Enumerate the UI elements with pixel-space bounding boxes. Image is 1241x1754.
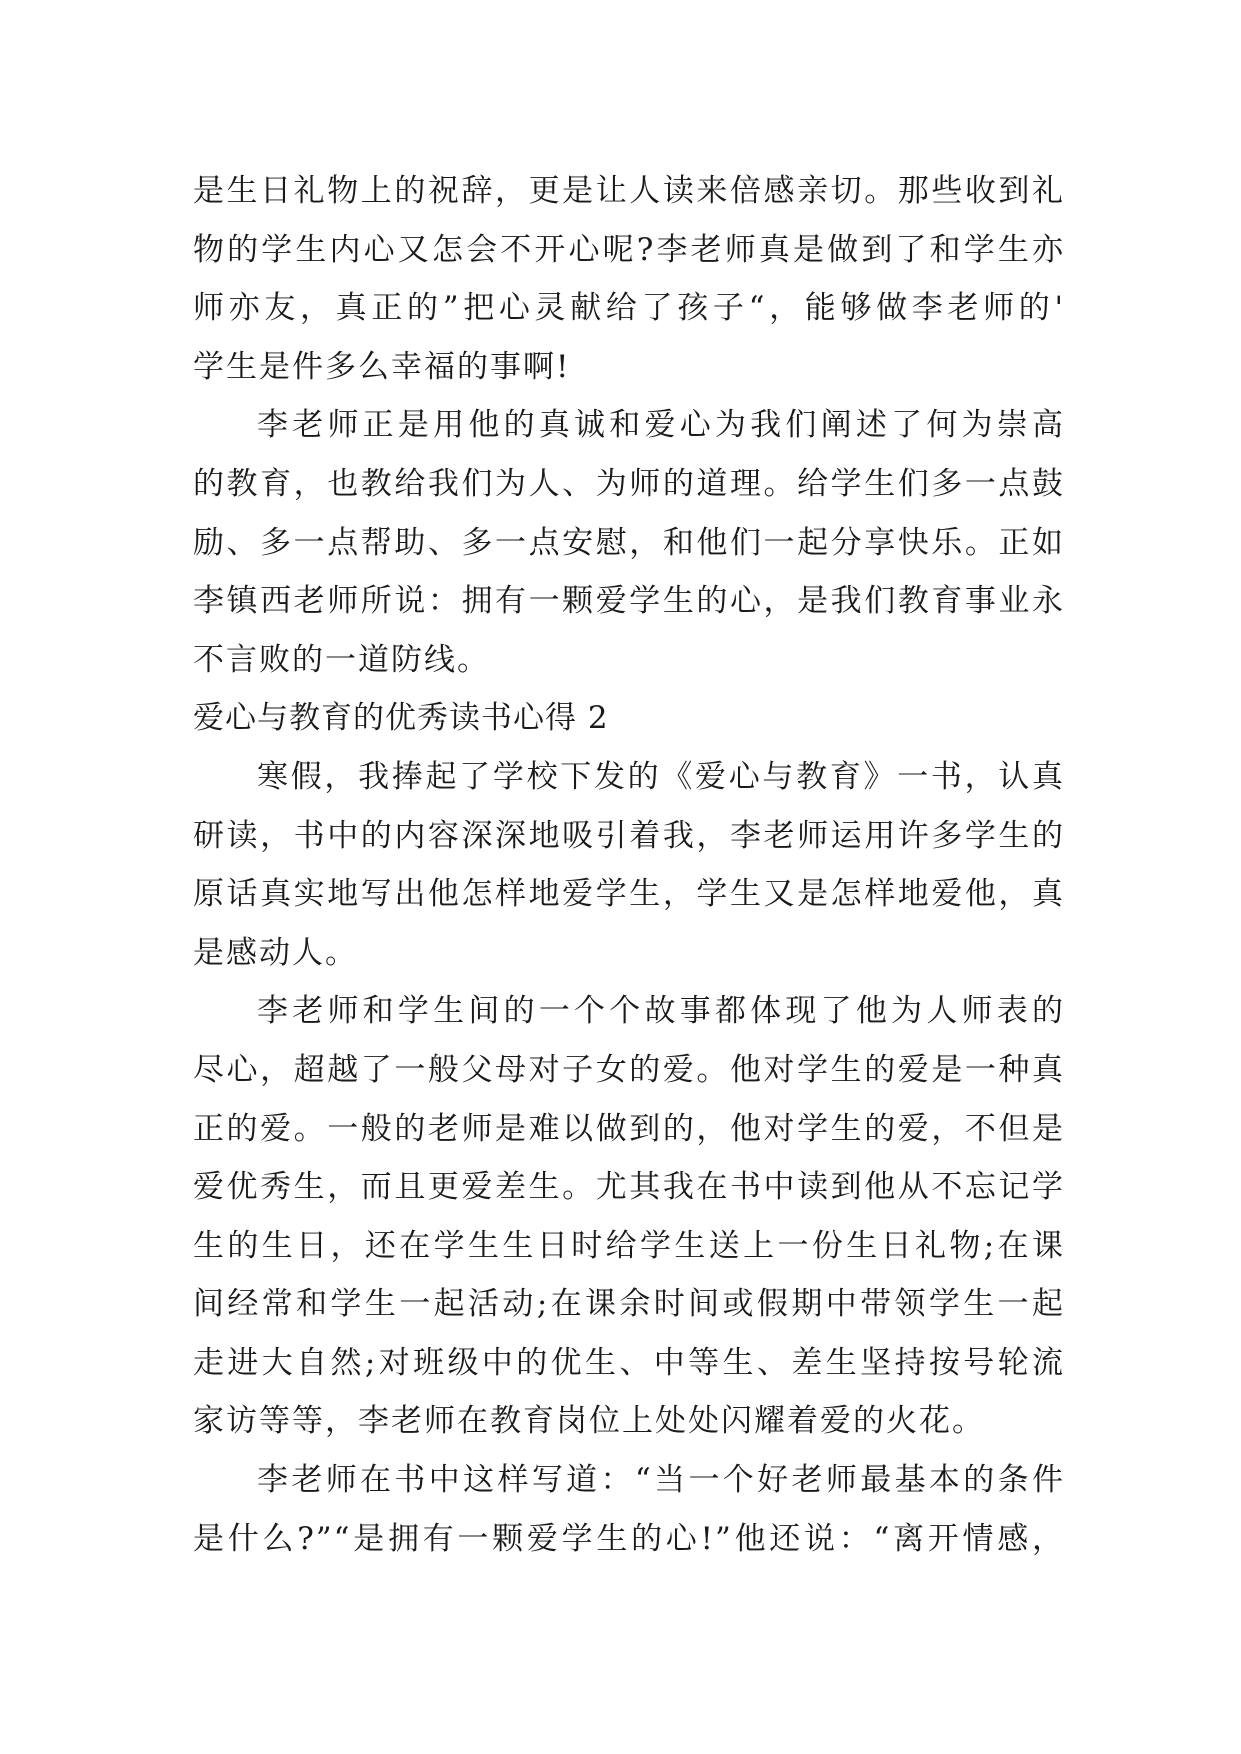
text-line: 励、多一点帮助、多一点安慰，和他们一起分享快乐。正如 (193, 524, 1065, 561)
paragraph-4 (193, 982, 1065, 1451)
text-line: 正的爱。一般的老师是难以做到的，他对学生的爱，不但是 (193, 1110, 1065, 1147)
text-line: 是什么?”“是拥有一颗爱学生的心!”他还说：“离开情感， (193, 1520, 1065, 1557)
paragraph-5 (193, 1451, 1065, 1568)
text-line: 李老师正是用他的真诚和爱心为我们阐述了何为崇高 (257, 407, 1065, 444)
text-line: 李老师在书中这样写道：“当一个好老师最基本的条件 (257, 1462, 1065, 1499)
section-heading: 爱心与教育的优秀读书心得 2 (193, 700, 609, 737)
text-line: 物的学生内心又怎会不开心呢?李老师真是做到了和学生亦 (193, 231, 1065, 268)
text-line: 研读，书中的内容深深地吸引着我，李老师运用许多学生的 (193, 817, 1065, 854)
text-line: 尽心，超越了一般父母对子女的爱。他对学生的爱是一种真 (193, 1051, 1065, 1088)
text-line: 是感动人。 (193, 934, 358, 971)
text-line: 不言败的一道防线。 (193, 641, 490, 678)
paragraph-2 (193, 396, 1065, 689)
document-body (193, 162, 1065, 1568)
text-line: 间经常和学生一起活动;在课余时间或假期中带领学生一起 (193, 1286, 1065, 1323)
text-line: 家访等等，李老师在教育岗位上处处闪耀着爱的火花。 (193, 1403, 985, 1440)
text-line: 原话真实地写出他怎样地爱学生，学生又是怎样地爱他，真 (193, 876, 1065, 913)
text-line: 生的生日，还在学生生日时给学生送上一份生日礼物;在课 (193, 1227, 1065, 1264)
text-line: 学生是件多么幸福的事啊! (193, 348, 571, 385)
text-line: 是生日礼物上的祝辞，更是让人读来倍感亲切。那些收到礼 (193, 173, 1065, 209)
text-line: 李镇西老师所说：拥有一颗爱学生的心，是我们教育事业永 (193, 583, 1065, 620)
paragraph-3 (193, 748, 1065, 982)
text-line: 李老师和学生间的一个个故事都体现了他为人师表的 (257, 993, 1065, 1030)
text-line: 走进大自然;对班级中的优生、中等生、差生坚持按号轮流 (193, 1344, 1065, 1381)
text-line: 爱优秀生，而且更爱差生。尤其我在书中读到他从不忘记学 (193, 1169, 1065, 1206)
text-line: 师亦友，真正的”把心灵献给了孩子“，能够做李老师的' (193, 290, 1065, 327)
text-line: 寒假，我捧起了学校下发的《爱心与教育》一书，认真 (257, 758, 1065, 795)
paragraph-1 (193, 162, 1065, 396)
text-line: 的教育，也教给我们为人、为师的道理。给学生们多一点鼓 (193, 465, 1065, 502)
